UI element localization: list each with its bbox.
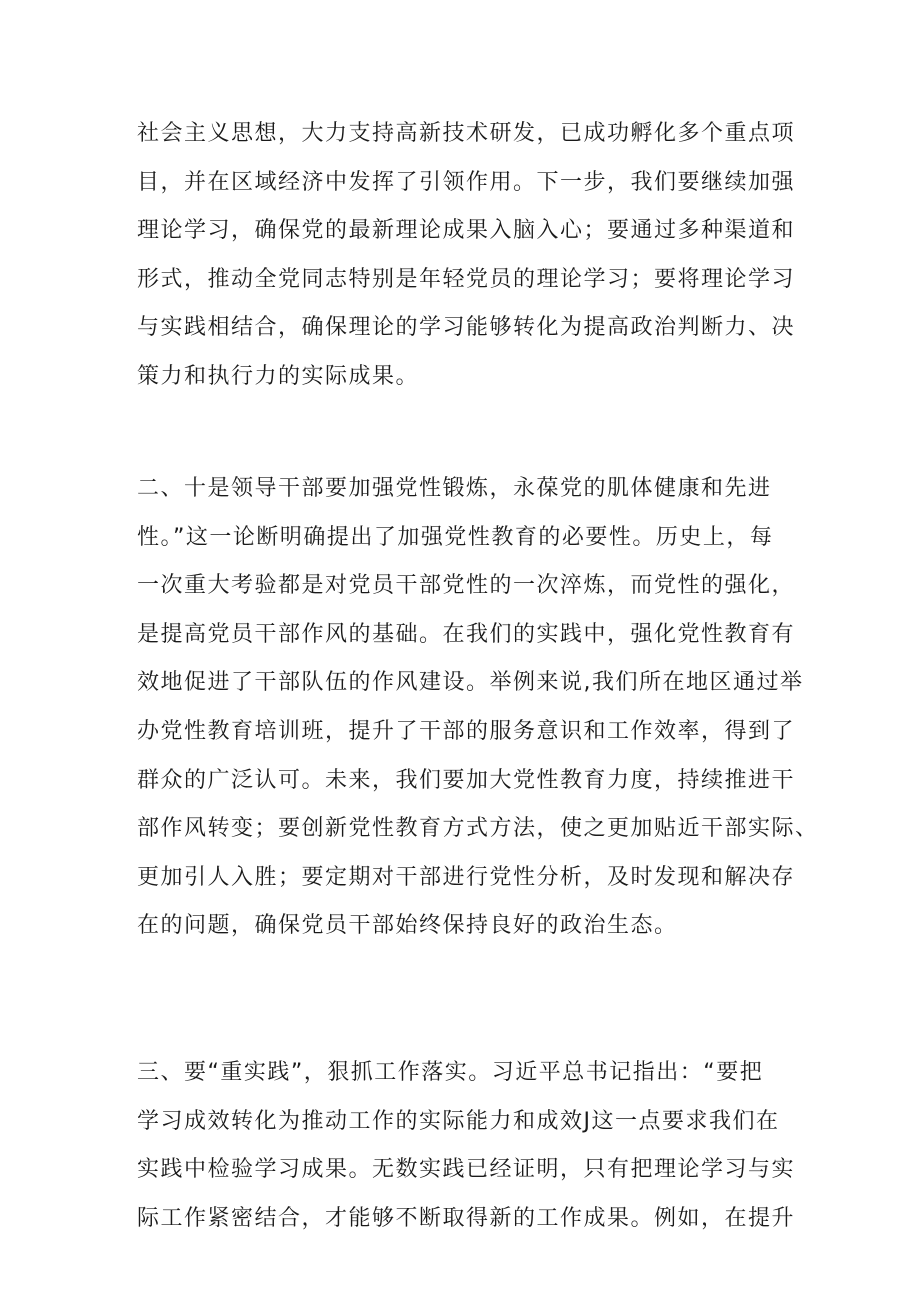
text-line: 际工作紧密结合，才能够不断取得新的工作成果。例如，在提升: [137, 1205, 796, 1231]
text-line: 部作风转变；要创新党性教育方式方法，使之更加贴近干部实际、: [137, 816, 819, 842]
text-line: 目，并在区域经济中发挥了引领作用。下一步，我们要继续加强: [137, 169, 796, 195]
text-line: 效地促进了干部队伍的作风建设。举例来说,我们所在地区通过举: [137, 670, 804, 696]
text-line: 是提高党员干部作风的基础。在我们的实践中，强化党性教育有: [137, 621, 796, 647]
text-line: 策力和执行力的实际成果。: [137, 363, 420, 389]
paragraph-party-spirit: [137, 465, 819, 951]
text-line: 学习成效转化为推动工作的实际能力和成效J这一点要求我们在: [137, 1108, 780, 1134]
text-line: 群众的广泛认可。未来，我们要加大党性教育力度，持续推进干: [137, 767, 796, 793]
text-line: 三、要“重实践”，狠抓工作落实。习近平总书记指出：“要把: [137, 1060, 764, 1085]
text-line: 理论学习，确保党的最新理论成果入脑入心；要通过多种渠道和: [137, 218, 796, 244]
text-line: 社会主义思想，大力支持高新技术研发，已成功孵化多个重点项: [137, 121, 796, 146]
paragraph-theory-study: [137, 110, 797, 402]
text-line: 二、十是领导干部要加强党性锻炼，永葆党的肌体健康和先进: [137, 476, 772, 501]
text-line: 一次重大考验都是对党员干部党性的一次淬炼，而党性的强化，: [137, 573, 796, 599]
paragraph-practice: [137, 1049, 797, 1243]
text-line: 在的问题，确保党员干部始终保持良好的政治生态。: [137, 913, 678, 939]
text-line: 与实践相结合，确保理论的学习能够转化为提高政治判断力、决: [137, 315, 796, 341]
text-line: 更加引人入胜；要定期对干部进行党性分析，及时发现和解决存: [137, 864, 796, 890]
text-line: 实践中检验学习成果。无数实践已经证明，只有把理论学习与实: [137, 1157, 796, 1183]
text-line: 形式，推动全党同志特别是年轻党员的理论学习；要将理论学习: [137, 266, 796, 292]
text-line: 办党性教育培训班，提升了干部的服务意识和工作效率，得到了: [137, 718, 796, 744]
text-line: 性。”这一论断明确提出了加强党性教育的必要性。历史上，每: [137, 524, 774, 550]
